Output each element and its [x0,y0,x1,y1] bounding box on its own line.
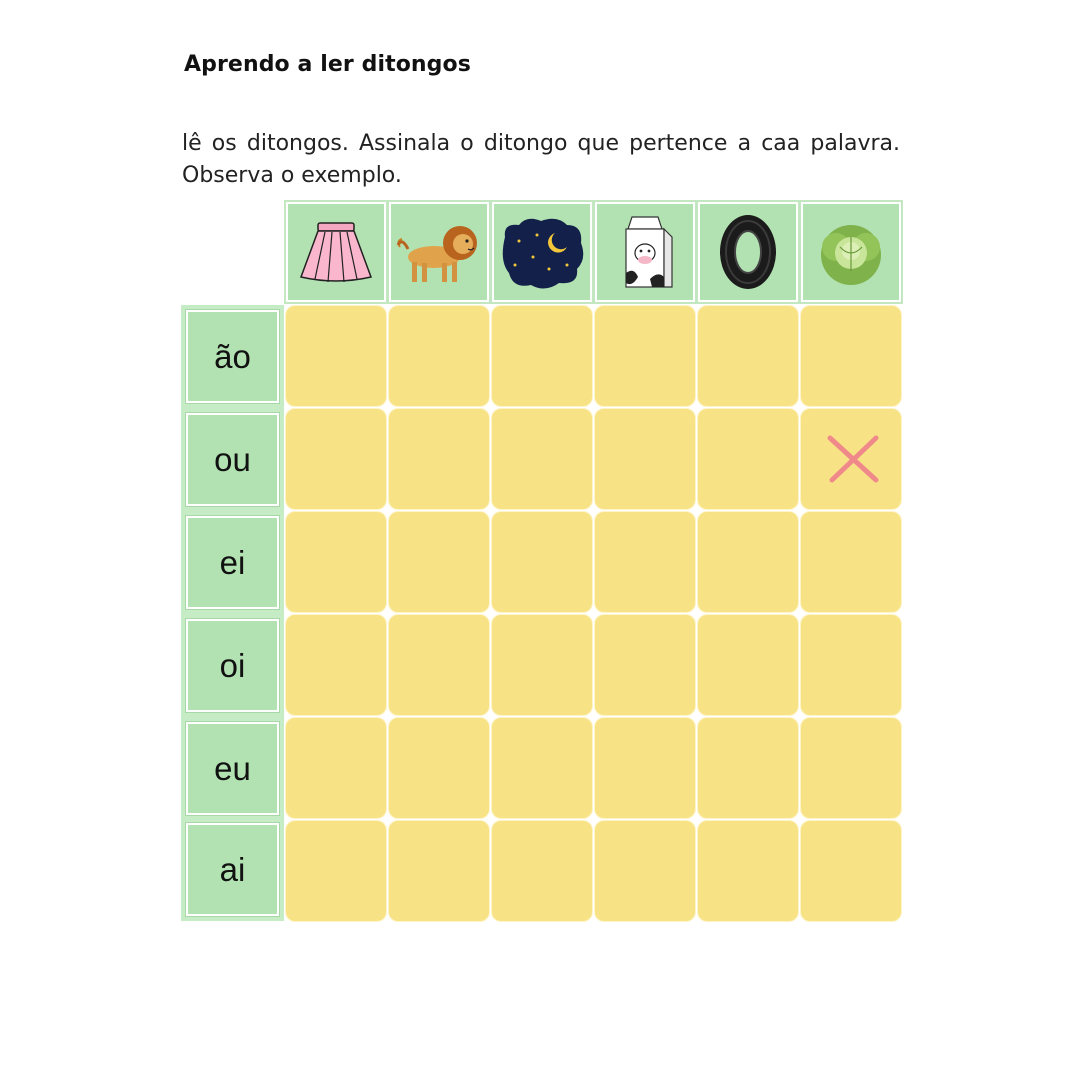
diphthong-label [181,511,284,614]
diphthong-text: ai [186,823,279,916]
diphthong-text: oi [186,619,279,712]
diphthong-label [181,408,284,511]
answer-cell[interactable] [388,614,490,716]
answer-cell[interactable] [800,511,902,613]
answer-cell[interactable] [491,717,593,819]
picture-cell-milk [595,202,695,302]
answer-cell[interactable] [697,820,799,922]
answer-cell[interactable] [491,408,593,510]
answer-cell[interactable] [388,820,490,922]
answer-cell[interactable] [388,511,490,613]
answer-cell[interactable] [285,614,387,716]
diphthong-label [181,818,284,921]
answer-cell[interactable] [388,305,490,407]
diphthong-text: ei [186,516,279,609]
answer-cell[interactable] [285,511,387,613]
instructions-text: lê os ditongos. Assinala o ditongo que pertence a caa palavra. Observa o exemplo. [182,131,900,188]
answer-cell[interactable] [800,717,902,819]
answer-cell[interactable] [491,511,593,613]
answer-cell[interactable] [800,820,902,922]
answer-cell[interactable] [594,717,696,819]
skirt-icon [291,207,381,297]
diphthong-label [181,614,284,717]
answer-cell[interactable] [594,408,696,510]
answer-cell[interactable] [491,820,593,922]
answer-cell[interactable] [285,408,387,510]
answer-cell[interactable] [697,511,799,613]
answer-cell[interactable] [697,717,799,819]
diphthong-text: ou [186,413,279,506]
example-x-mark [824,430,884,490]
answer-cell[interactable] [800,305,902,407]
answer-cell[interactable] [491,305,593,407]
answer-cell[interactable] [697,408,799,510]
answer-cell[interactable] [285,820,387,922]
night-sky-icon [497,207,587,297]
picture-cell-cabbage [801,202,901,302]
answer-cell[interactable] [285,305,387,407]
answer-cell[interactable] [388,408,490,510]
picture-cell-night [492,202,592,302]
diphthong-text: ão [186,310,279,403]
answer-cell[interactable] [491,614,593,716]
answer-cell[interactable] [594,820,696,922]
picture-cell-lion [389,202,489,302]
answer-cell[interactable] [697,305,799,407]
answer-cell[interactable] [388,717,490,819]
diphthong-label [181,305,284,408]
answer-cell[interactable] [594,305,696,407]
answer-cell[interactable] [594,511,696,613]
diphthong-label [181,717,284,820]
picture-cell-tire [698,202,798,302]
tire-icon [703,207,793,297]
answer-cell[interactable] [697,614,799,716]
worksheet-title: Aprendo a ler ditongos [184,52,471,77]
diphthong-text: eu [186,722,279,815]
answer-cell[interactable] [800,614,902,716]
answer-cell[interactable] [594,614,696,716]
lion-icon [394,207,484,297]
picture-cell-skirt [286,202,386,302]
milk-carton-icon [600,207,690,297]
answer-cell[interactable] [285,717,387,819]
cabbage-icon [806,207,896,297]
